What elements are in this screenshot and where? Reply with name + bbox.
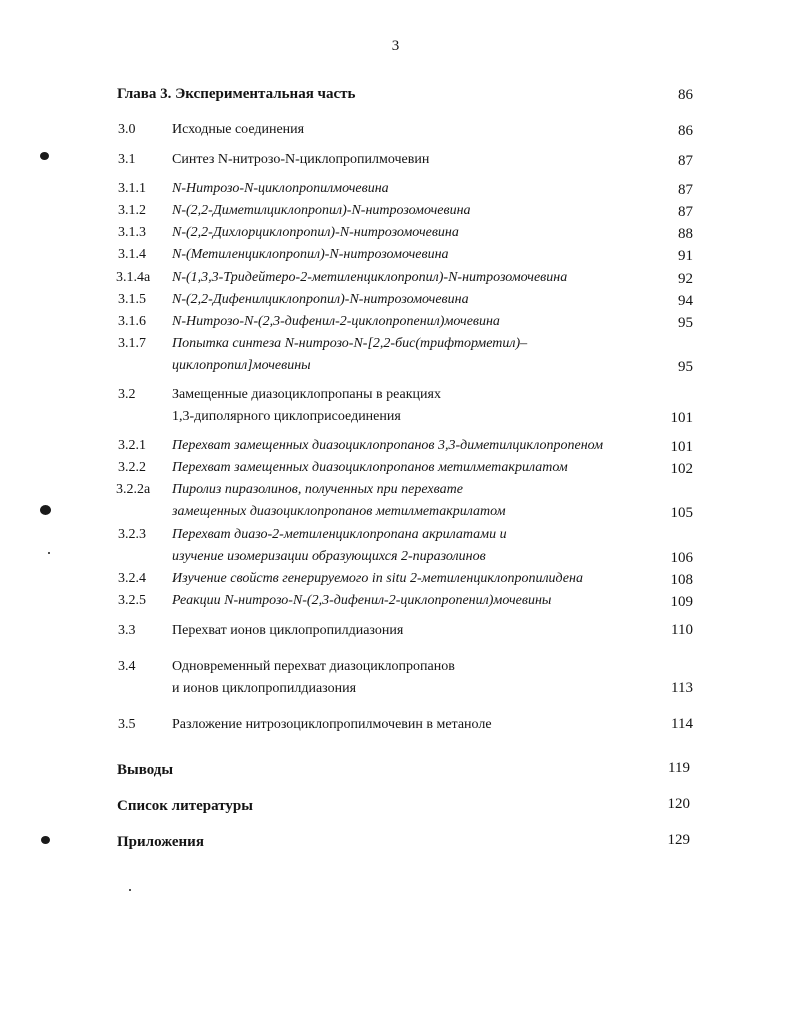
entry-page: 95 [678, 359, 693, 375]
entry-page: 87 [678, 182, 693, 198]
page-number: 3 [391, 38, 400, 54]
entry-title: Перехват ионов циклопропилдиазония [172, 623, 404, 638]
entry-page: 86 [678, 123, 693, 139]
scan-speck [129, 889, 131, 891]
entry-page: 110 [671, 622, 693, 638]
scan-speck [40, 152, 49, 160]
entry-page: 105 [670, 505, 693, 521]
entry-title: N-(2,2-Диметилциклопропил)-N-нитрозомочевина [172, 203, 471, 218]
entry-number: 3.3 [118, 623, 136, 638]
entry-number: 3.1.1 [118, 181, 146, 196]
entry-number: 3.1 [118, 152, 136, 167]
entry-page: 95 [678, 315, 693, 331]
entry-number: 3.1.4 [118, 247, 146, 262]
entry-number: 3.2.3 [118, 527, 146, 542]
entry-number: 3.2.2 [118, 460, 146, 475]
entry-page: 102 [670, 461, 693, 477]
section-title-conclusions: Выводы [117, 762, 174, 778]
entry-page: 94 [678, 293, 693, 309]
entry-title: Синтез N-нитрозо-N-циклопропилмочевин [172, 152, 430, 167]
entry-page: 87 [678, 204, 693, 220]
entry-title: Перехват замещенных диазоциклопропанов 3,3-диметилциклопропеном [172, 438, 604, 453]
entry-page: 109 [670, 594, 693, 610]
entry-number: 3.2.2a [116, 482, 151, 497]
entry-title: N-(2,2-Дифенилциклопропил)-N-нитрозомочевина [172, 292, 469, 307]
scan-speck [41, 836, 50, 844]
entry-number: 3.1.5 [118, 292, 146, 307]
entry-number: 3.1.3 [118, 225, 146, 240]
entry-number: 3.2.5 [118, 593, 146, 608]
section-page: 119 [668, 760, 690, 776]
section-page: 120 [667, 796, 690, 812]
chapter-page: 86 [678, 87, 693, 103]
entry-page: 114 [671, 716, 693, 732]
entry-page: 101 [670, 439, 693, 455]
entry-page: 92 [678, 271, 693, 287]
entry-page: 113 [671, 680, 693, 696]
entry-title: N-Нитрозо-N-(2,3-дифенил-2-циклопропенил)мочевина [172, 314, 500, 329]
entry-title: Замещенные диазоциклопропаны в реакциях [172, 387, 441, 402]
entry-page: 87 [678, 153, 693, 169]
entry-title-continued: изучение изомеризации образующихся 2-пиразолинов [172, 549, 486, 564]
entry-title: N-Нитрозо-N-циклопропилмочевина [172, 181, 389, 196]
entry-number: 3.0 [118, 122, 136, 137]
entry-title: Перехват диазо-2-метиленциклопропана акрилатами и [172, 527, 507, 542]
entry-title: Разложение нитрозоциклопропилмочевин в метаноле [172, 717, 492, 732]
entry-page: 88 [678, 226, 693, 242]
scan-speck [48, 552, 50, 554]
entry-title-continued: 1,3-диполярного циклоприсоединения [172, 409, 401, 424]
entry-title-continued: замещенных диазоциклопропанов метилметакрилатом [172, 504, 506, 519]
scan-speck [40, 505, 51, 515]
section-title-references: Список литературы [117, 798, 253, 814]
entry-title: Исходные соединения [172, 122, 305, 137]
entry-number: 3.1.7 [118, 336, 146, 351]
entry-number: 3.1.4a [116, 270, 151, 285]
entry-title: Перехват замещенных диазоциклопропанов метилметакрилатом [172, 460, 568, 475]
entry-page: 101 [670, 410, 693, 426]
entry-title: Реакции N-нитрозо-N-(2,3-дифенил-2-циклопропенил)мочевины [172, 593, 552, 608]
entry-title: N-(Метиленциклопропил)-N-нитрозомочевина [172, 247, 449, 262]
section-page: 129 [667, 832, 690, 848]
entry-title: Пиролиз пиразолинов, полученных при перехвате [172, 482, 463, 497]
entry-title-continued: циклопропил]мочевины [172, 358, 311, 373]
entry-number: 3.1.6 [118, 314, 146, 329]
entry-page: 91 [678, 248, 693, 264]
entry-number: 3.2.4 [118, 571, 146, 586]
chapter-title: Глава 3. Экспериментальная часть [117, 86, 356, 102]
entry-page: 108 [670, 572, 693, 588]
entry-number: 3.2.1 [118, 438, 146, 453]
entry-title: N-(1,3,3-Тридейтеро-2-метиленциклопропил)-N-нитрозомочевина [172, 270, 568, 285]
entry-title: N-(2,2-Дихлорциклопропил)-N-нитрозомочевина [172, 225, 459, 240]
entry-number: 3.2 [118, 387, 136, 402]
entry-title: Одновременный перехват диазоциклопропанов [172, 659, 455, 674]
entry-title-continued: и ионов циклопропилдиазония [172, 681, 357, 696]
entry-title: Попытка синтеза N-нитрозо-N-[2,2-бис(трифторметил)– [172, 336, 528, 351]
section-title-appendices: Приложения [117, 834, 204, 850]
entry-page: 106 [670, 550, 693, 566]
entry-number: 3.4 [118, 659, 136, 674]
entry-number: 3.1.2 [118, 203, 146, 218]
entry-title: Изучение свойств генерируемого in situ 2-метиленциклопропилидена [172, 571, 583, 586]
entry-number: 3.5 [118, 717, 136, 732]
